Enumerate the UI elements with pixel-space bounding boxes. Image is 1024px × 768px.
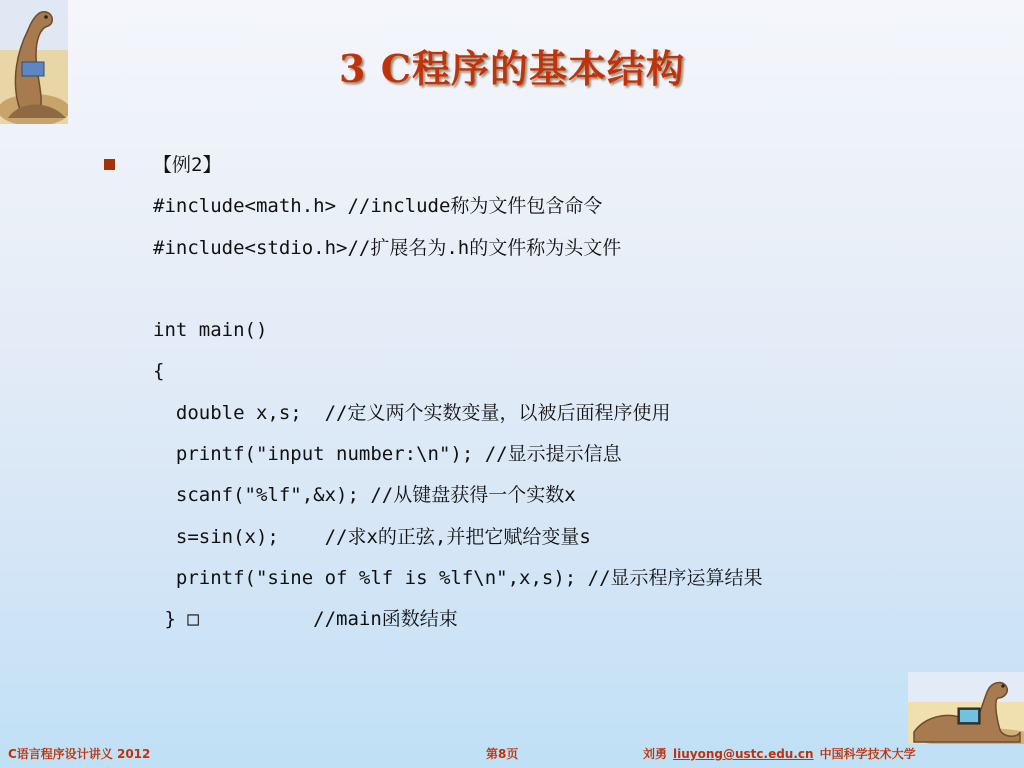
slide-title: 3 C程序的基本结构 (339, 46, 685, 91)
code-line: { (153, 360, 165, 383)
code-line: printf("input number:\n"); //显示提示信息 (153, 443, 622, 466)
bullet-item (104, 150, 964, 646)
footer-university: 中国科学技术大学 (819, 747, 916, 761)
code-line: double x,s; //定义两个实数变量，以被后面程序使用 (153, 401, 671, 424)
footer-author: 刘勇 (643, 747, 668, 761)
dinosaur-logo-bottom (908, 672, 1024, 744)
code-line: printf("sine of %lf is %lf\n",x,s); //显示程序运算结果 (153, 566, 763, 589)
slide-content (104, 150, 964, 646)
code-line: scanf("%lf",&x); //从键盘获得一个实数x (153, 484, 576, 507)
footer-page-number: 第8页 (486, 747, 519, 761)
code-line: } □ //main函数结束 (153, 608, 458, 631)
footer-email-link[interactable]: liuyong@ustc.edu.cn (673, 747, 814, 761)
dinosaur-laptop-icon (908, 672, 1024, 744)
code-line: #include<stdio.h>//扩展名为.h的文件称为头文件 (153, 236, 622, 259)
footer-author-info (643, 744, 916, 764)
code-line: s=sin(x); //求x的正弦,并把它赋给变量s (153, 525, 591, 548)
footer-course-title: C语言程序设计讲义 2012 (8, 747, 151, 761)
code-line: int main() (153, 319, 268, 342)
square-bullet-icon (104, 159, 115, 170)
example-label: 【例2】 (153, 154, 222, 176)
code-line: #include<math.h> //include称为文件包含命令 (153, 195, 603, 218)
code-example (153, 150, 763, 646)
code-line (153, 274, 763, 315)
